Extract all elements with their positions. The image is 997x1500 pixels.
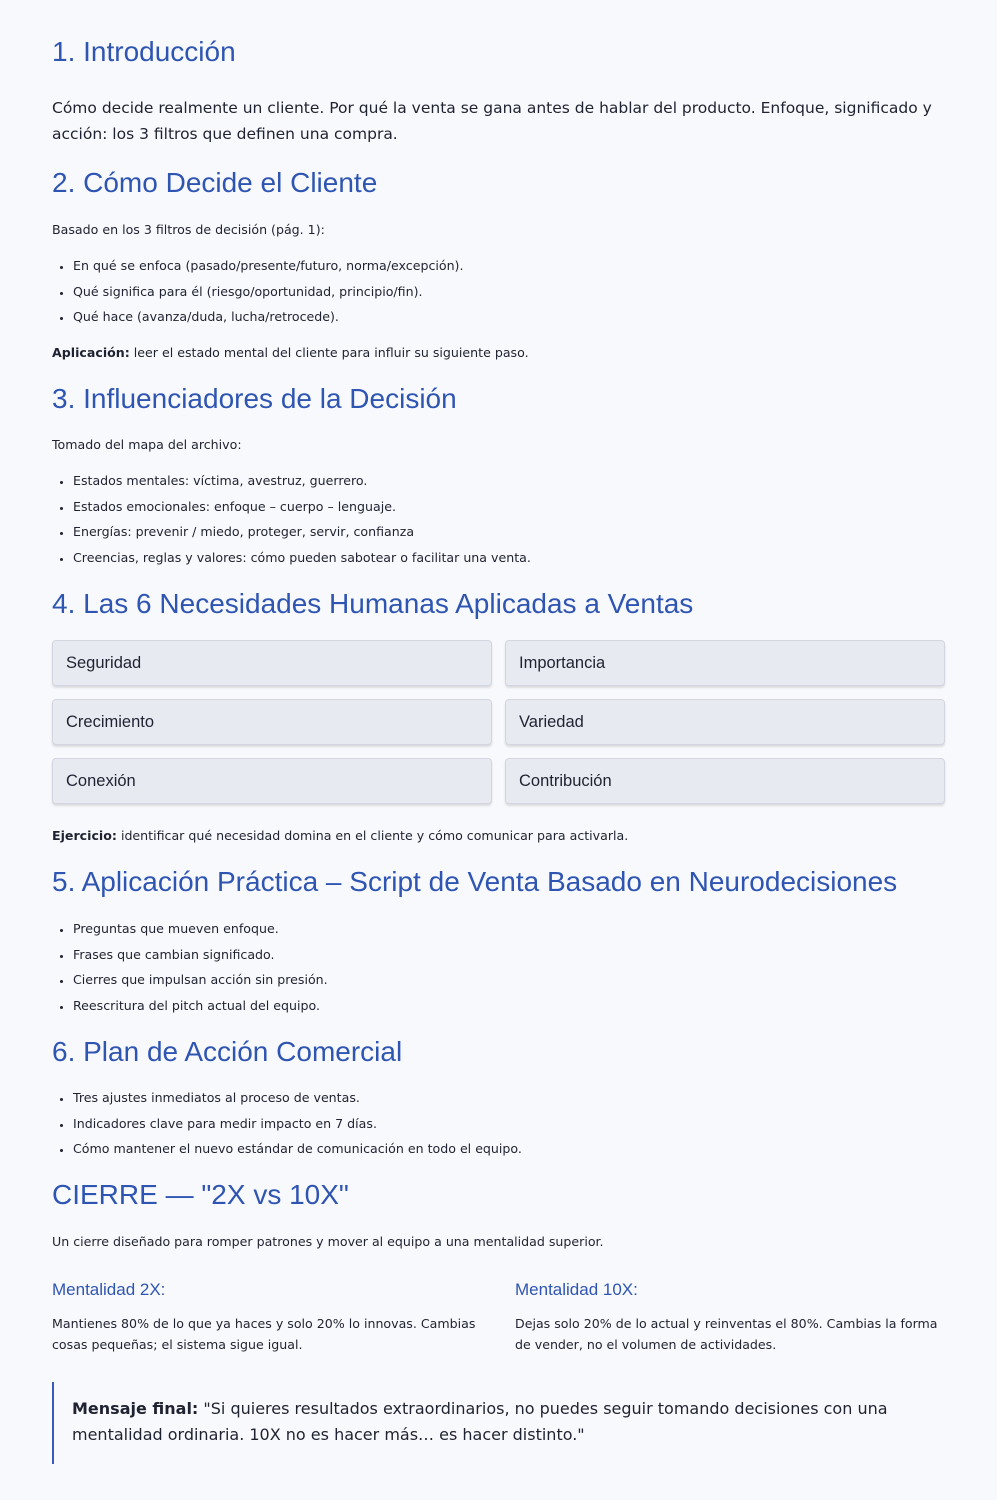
list-item: • Frases que cambian significado. xyxy=(73,945,945,971)
mentality-10x xyxy=(515,1279,945,1355)
section-3-title: 3. Influenciadores de la Decisión xyxy=(52,383,457,414)
section-3-intro: Tomado del mapa del archivo: xyxy=(52,437,242,452)
list-item: • Cómo mantener el nuevo estándar de comunicación en todo el equipo. xyxy=(73,1139,945,1165)
section-4-title: 4. Las 6 Necesidades Humanas Aplicadas a Ventas xyxy=(52,588,694,619)
needs-grid xyxy=(52,640,945,804)
need-card-conexion: Conexión xyxy=(52,758,492,804)
list-item: • Qué significa para él (riesgo/oportunidad, principio/fin). xyxy=(73,282,945,308)
mentality-10x-text: Dejas solo 20% de lo actual y reinventas el 80%. Cambias la forma de vender, no el volumen de actividades. xyxy=(515,1316,938,1352)
section-6-list xyxy=(52,1088,945,1165)
need-card-contribucion: Contribución xyxy=(505,758,945,804)
list-item: • Estados emocionales: enfoque – cuerpo – lenguaje. xyxy=(73,497,945,523)
list-item: • Estados mentales: víctima, avestruz, guerrero. xyxy=(73,471,945,497)
section-1-text: Cómo decide realmente un cliente. Por qué la venta se gana antes de hablar del producto. Enfoque, significado y acción: los 3 filtros que definen una compra. xyxy=(52,99,932,143)
mentality-columns xyxy=(52,1279,945,1355)
final-message-label: Mensaje final: xyxy=(72,1399,199,1418)
list-item: • Cierres que impulsan acción sin presión. xyxy=(73,970,945,996)
closing-intro: Un cierre diseñado para romper patrones y mover al equipo a una mentalidad superior. xyxy=(52,1234,604,1249)
section-5-list xyxy=(52,919,945,1021)
need-card-crecimiento: Crecimiento xyxy=(52,699,492,745)
note-text: identificar qué necesidad domina en el cliente y cómo comunicar para activarla. xyxy=(116,828,629,843)
list-item: • Qué hace (avanza/duda, lucha/retrocede). xyxy=(73,307,945,333)
list-item: • Indicadores clave para medir impacto en 7 días. xyxy=(73,1114,945,1140)
note-text: leer el estado mental del cliente para influir su siguiente paso. xyxy=(129,345,529,360)
section-3-list xyxy=(52,471,945,573)
final-message xyxy=(52,1382,945,1464)
section-2-list xyxy=(52,256,945,333)
note-label: Ejercicio: xyxy=(52,828,117,843)
need-card-importancia: Importancia xyxy=(505,640,945,686)
final-message-text: "Si quieres resultados extraordinarios, no puedes seguir tomando decisiones con una mentalidad ordinaria. 10X no es hacer más… es hacer distinto." xyxy=(72,1399,888,1444)
list-item: • En qué se enfoca (pasado/presente/futuro, norma/excepción). xyxy=(73,256,945,282)
list-item: • Tres ajustes inmediatos al proceso de ventas. xyxy=(73,1088,945,1114)
section-1-title: 1. Introducción xyxy=(52,36,236,67)
closing-title: CIERRE — "2X vs 10X" xyxy=(52,1179,349,1210)
list-item: • Preguntas que mueven enfoque. xyxy=(73,919,945,945)
section-2-title: 2. Cómo Decide el Cliente xyxy=(52,167,378,198)
note-label: Aplicación: xyxy=(52,345,130,360)
section-2-intro: Basado en los 3 filtros de decisión (pág. 1): xyxy=(52,222,325,237)
section-6-title: 6. Plan de Acción Comercial xyxy=(52,1036,403,1067)
list-item: • Energías: prevenir / miedo, proteger, servir, confianza xyxy=(73,522,945,548)
list-item: • Creencias, reglas y valores: cómo pueden sabotear o facilitar una venta. xyxy=(73,548,945,574)
section-4-note xyxy=(52,826,945,845)
section-2-note xyxy=(52,343,945,362)
section-5-title: 5. Aplicación Práctica – Script de Venta Basado en Neurodecisiones xyxy=(52,866,898,897)
list-item: • Reescritura del pitch actual del equipo. xyxy=(73,996,945,1022)
mentality-10x-title: Mentalidad 10X: xyxy=(515,1280,638,1299)
mentality-2x-title: Mentalidad 2X: xyxy=(52,1280,166,1299)
need-card-seguridad: Seguridad xyxy=(52,640,492,686)
mentality-2x-text: Mantienes 80% de lo que ya haces y solo 20% lo innovas. Cambias cosas pequeñas; el sistema sigue igual. xyxy=(52,1316,476,1352)
need-card-variedad: Variedad xyxy=(505,699,945,745)
mentality-2x xyxy=(52,1279,492,1355)
